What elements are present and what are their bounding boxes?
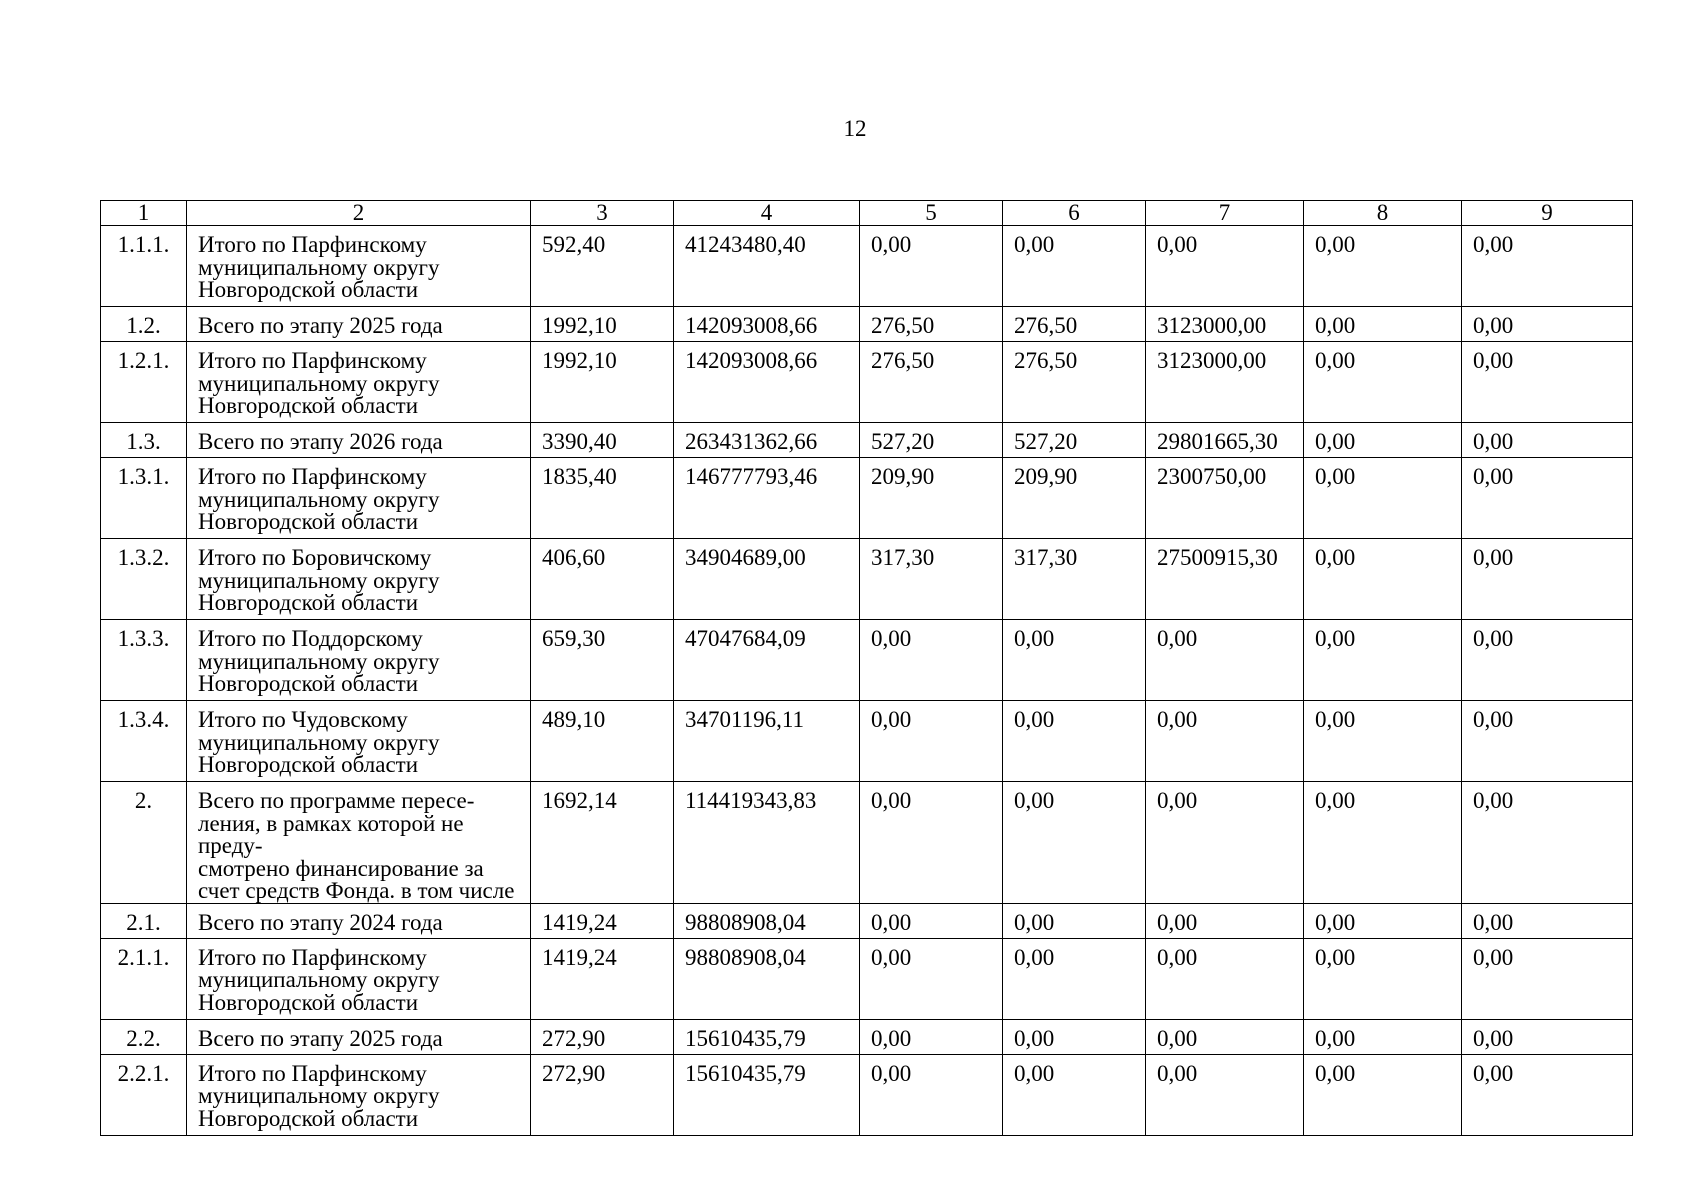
value-cell-c8: 0,00 <box>1304 423 1462 458</box>
row-name-cell <box>187 782 531 904</box>
row-name-line: муниципальному округу <box>198 1083 440 1108</box>
row-name-line: муниципальному округу <box>198 729 440 755</box>
value-cell-c4: 114419343,83 <box>674 782 860 904</box>
value-cell-c5: 527,20 <box>860 423 1003 458</box>
value-cell-c3: 406,60 <box>531 539 674 620</box>
row-name-line: Новгородской области <box>198 509 419 534</box>
table-row <box>101 938 1633 1019</box>
value-cell-c8: 0,00 <box>1304 1019 1462 1054</box>
row-name-line: Новгородской области <box>198 393 419 418</box>
row-name-cell <box>187 226 531 307</box>
row-name-cell <box>187 1054 531 1135</box>
column-header-8: 8 <box>1304 201 1462 226</box>
row-name-line: Всего по этапу 2025 года <box>198 313 443 338</box>
value-cell-c6: 0,00 <box>1003 620 1146 701</box>
value-cell-c5: 0,00 <box>860 1019 1003 1054</box>
value-cell-c9: 0,00 <box>1462 620 1633 701</box>
value-cell-c8: 0,00 <box>1304 938 1462 1019</box>
value-cell-c7: 0,00 <box>1146 938 1304 1019</box>
row-name-cell <box>187 938 531 1019</box>
row-number-cell: 1.3.3. <box>101 620 187 701</box>
row-name-line: муниципальному округу <box>198 567 440 593</box>
value-cell-c5: 209,90 <box>860 458 1003 539</box>
row-name-line: Итого по Парфинскому <box>198 348 427 373</box>
value-cell-c7: 0,00 <box>1146 1054 1304 1135</box>
row-number-cell: 1.2. <box>101 307 187 342</box>
table-header-row <box>101 201 1633 226</box>
row-name-line: Новгородской области <box>198 277 419 302</box>
value-cell-c4: 34904689,00 <box>674 539 860 620</box>
table-row <box>101 342 1633 423</box>
value-cell-c7: 0,00 <box>1146 226 1304 307</box>
value-cell-c7: 0,00 <box>1146 782 1304 904</box>
value-cell-c3: 272,90 <box>531 1054 674 1135</box>
value-cell-c6: 0,00 <box>1003 701 1146 782</box>
value-cell-c7: 0,00 <box>1146 701 1304 782</box>
value-cell-c7: 3123000,00 <box>1146 342 1304 423</box>
row-name-line: Всего по программе пересе- <box>198 788 475 813</box>
value-cell-c7: 0,00 <box>1146 620 1304 701</box>
value-cell-c5: 0,00 <box>860 782 1003 904</box>
value-cell-c6: 0,00 <box>1003 1019 1146 1054</box>
table-row <box>101 620 1633 701</box>
value-cell-c3: 1419,24 <box>531 938 674 1019</box>
row-name-line: Новгородской области <box>198 1105 419 1131</box>
table-row <box>101 782 1633 904</box>
value-cell-c6: 276,50 <box>1003 342 1146 423</box>
value-cell-c3: 1992,10 <box>531 342 674 423</box>
value-cell-c4: 263431362,66 <box>674 423 860 458</box>
row-name-line: Итого по Парфинскому <box>198 944 427 970</box>
value-cell-c3: 1692,14 <box>531 782 674 904</box>
row-number-cell: 1.3. <box>101 423 187 458</box>
value-cell-c6: 0,00 <box>1003 782 1146 904</box>
value-cell-c4: 41243480,40 <box>674 226 860 307</box>
column-header-2: 2 <box>187 201 531 226</box>
value-cell-c7: 29801665,30 <box>1146 423 1304 458</box>
column-header-7: 7 <box>1146 201 1304 226</box>
row-name-line: муниципальному округу <box>198 486 440 512</box>
value-cell-c8: 0,00 <box>1304 782 1462 904</box>
value-cell-c5: 0,00 <box>860 701 1003 782</box>
table-row <box>101 307 1633 342</box>
table-row <box>101 1019 1633 1054</box>
value-cell-c5: 0,00 <box>860 938 1003 1019</box>
value-cell-c9: 0,00 <box>1462 782 1633 904</box>
row-name-line: Всего по этапу 2024 года <box>198 909 443 935</box>
value-cell-c5: 317,30 <box>860 539 1003 620</box>
row-name-line: Новгородской области <box>198 671 419 696</box>
row-name-line: Итого по Парфинскому <box>198 464 427 489</box>
value-cell-c9: 0,00 <box>1462 1054 1633 1135</box>
row-name-line: смотрено финансирование за <box>198 855 484 881</box>
value-cell-c4: 98808908,04 <box>674 903 860 938</box>
page-number: 12 <box>843 116 867 141</box>
row-name-cell <box>187 539 531 620</box>
value-cell-c9: 0,00 <box>1462 701 1633 782</box>
row-name-line: Новгородской области <box>198 989 419 1015</box>
value-cell-c5: 0,00 <box>860 620 1003 701</box>
value-cell-c6: 209,90 <box>1003 458 1146 539</box>
value-cell-c7: 3123000,00 <box>1146 307 1304 342</box>
value-cell-c8: 0,00 <box>1304 701 1462 782</box>
value-cell-c8: 0,00 <box>1304 226 1462 307</box>
row-name-cell <box>187 701 531 782</box>
row-name-line: Итого по Парфинскому <box>198 232 427 257</box>
value-cell-c8: 0,00 <box>1304 620 1462 701</box>
row-name-cell <box>187 307 531 342</box>
row-name-line: счет средств Фонда. в том числе <box>198 878 515 903</box>
value-cell-c6: 317,30 <box>1003 539 1146 620</box>
table-body <box>101 226 1633 1136</box>
value-cell-c8: 0,00 <box>1304 903 1462 938</box>
value-cell-c9: 0,00 <box>1462 1019 1633 1054</box>
value-cell-c6: 276,50 <box>1003 307 1146 342</box>
value-cell-c4: 146777793,46 <box>674 458 860 539</box>
value-cell-c3: 3390,40 <box>531 423 674 458</box>
row-number-cell: 1.3.2. <box>101 539 187 620</box>
value-cell-c5: 276,50 <box>860 342 1003 423</box>
value-cell-c9: 0,00 <box>1462 342 1633 423</box>
row-name-cell <box>187 903 531 938</box>
table-row <box>101 903 1633 938</box>
value-cell-c8: 0,00 <box>1304 307 1462 342</box>
column-header-1: 1 <box>101 201 187 226</box>
value-cell-c6: 0,00 <box>1003 226 1146 307</box>
value-cell-c6: 0,00 <box>1003 903 1146 938</box>
row-name-line: Итого по Боровичскому <box>198 545 432 570</box>
row-number-cell: 2.2.1. <box>101 1054 187 1135</box>
row-number-cell: 1.3.1. <box>101 458 187 539</box>
value-cell-c8: 0,00 <box>1304 539 1462 620</box>
row-name-line: Итого по Поддорскому <box>198 626 423 651</box>
value-cell-c3: 489,10 <box>531 701 674 782</box>
table-row <box>101 458 1633 539</box>
value-cell-c4: 142093008,66 <box>674 342 860 423</box>
value-cell-c8: 0,00 <box>1304 458 1462 539</box>
row-number-cell: 2.1.1. <box>101 938 187 1019</box>
row-number-cell: 1.2.1. <box>101 342 187 423</box>
row-name-line: Новгородской области <box>198 752 419 777</box>
row-name-line: Всего по этапу 2026 года <box>198 429 443 454</box>
value-cell-c7: 0,00 <box>1146 903 1304 938</box>
column-header-5: 5 <box>860 201 1003 226</box>
value-cell-c3: 1992,10 <box>531 307 674 342</box>
row-name-line: муниципальному округу <box>198 254 440 280</box>
value-cell-c9: 0,00 <box>1462 539 1633 620</box>
value-cell-c4: 15610435,79 <box>674 1019 860 1054</box>
value-cell-c6: 527,20 <box>1003 423 1146 458</box>
row-name-line: Всего по этапу 2025 года <box>198 1025 443 1051</box>
row-name-line: Итого по Чудовскому <box>198 707 408 732</box>
value-cell-c6: 0,00 <box>1003 938 1146 1019</box>
value-cell-c4: 98808908,04 <box>674 938 860 1019</box>
resettlement-table <box>100 200 1633 1136</box>
row-name-cell <box>187 458 531 539</box>
value-cell-c3: 592,40 <box>531 226 674 307</box>
table-row <box>101 539 1633 620</box>
row-name-cell <box>187 423 531 458</box>
table-row <box>101 226 1633 307</box>
value-cell-c3: 659,30 <box>531 620 674 701</box>
value-cell-c4: 47047684,09 <box>674 620 860 701</box>
row-name-line: Новгородской области <box>198 590 419 615</box>
row-number-cell: 2.2. <box>101 1019 187 1054</box>
value-cell-c7: 27500915,30 <box>1146 539 1304 620</box>
value-cell-c5: 276,50 <box>860 307 1003 342</box>
table-row <box>101 701 1633 782</box>
column-header-3: 3 <box>531 201 674 226</box>
table-row <box>101 1054 1633 1135</box>
value-cell-c3: 272,90 <box>531 1019 674 1054</box>
value-cell-c5: 0,00 <box>860 903 1003 938</box>
row-number-cell: 1.3.4. <box>101 701 187 782</box>
value-cell-c5: 0,00 <box>860 1054 1003 1135</box>
row-number-cell: 1.1.1. <box>101 226 187 307</box>
row-number-cell: 2.1. <box>101 903 187 938</box>
value-cell-c9: 0,00 <box>1462 458 1633 539</box>
value-cell-c9: 0,00 <box>1462 226 1633 307</box>
value-cell-c4: 34701196,11 <box>674 701 860 782</box>
value-cell-c3: 1419,24 <box>531 903 674 938</box>
row-name-line: муниципальному округу <box>198 370 440 396</box>
column-header-9: 9 <box>1462 201 1633 226</box>
value-cell-c4: 15610435,79 <box>674 1054 860 1135</box>
row-name-cell <box>187 620 531 701</box>
value-cell-c9: 0,00 <box>1462 938 1633 1019</box>
value-cell-c8: 0,00 <box>1304 342 1462 423</box>
value-cell-c9: 0,00 <box>1462 903 1633 938</box>
value-cell-c8: 0,00 <box>1304 1054 1462 1135</box>
column-header-6: 6 <box>1003 201 1146 226</box>
value-cell-c5: 0,00 <box>860 226 1003 307</box>
value-cell-c3: 1835,40 <box>531 458 674 539</box>
row-name-line: муниципальному округу <box>198 967 440 992</box>
value-cell-c6: 0,00 <box>1003 1054 1146 1135</box>
row-name-cell <box>187 1019 531 1054</box>
value-cell-c9: 0,00 <box>1462 307 1633 342</box>
table-row <box>101 423 1633 458</box>
column-header-4: 4 <box>674 201 860 226</box>
value-cell-c7: 2300750,00 <box>1146 458 1304 539</box>
value-cell-c9: 0,00 <box>1462 423 1633 458</box>
value-cell-c4: 142093008,66 <box>674 307 860 342</box>
value-cell-c7: 0,00 <box>1146 1019 1304 1054</box>
row-name-line: муниципальному округу <box>198 648 440 674</box>
row-name-line: Итого по Парфинскому <box>198 1060 427 1086</box>
row-number-cell: 2. <box>101 782 187 904</box>
row-name-line: ления, в рамках которой не преду- <box>198 810 464 858</box>
row-name-cell <box>187 342 531 423</box>
